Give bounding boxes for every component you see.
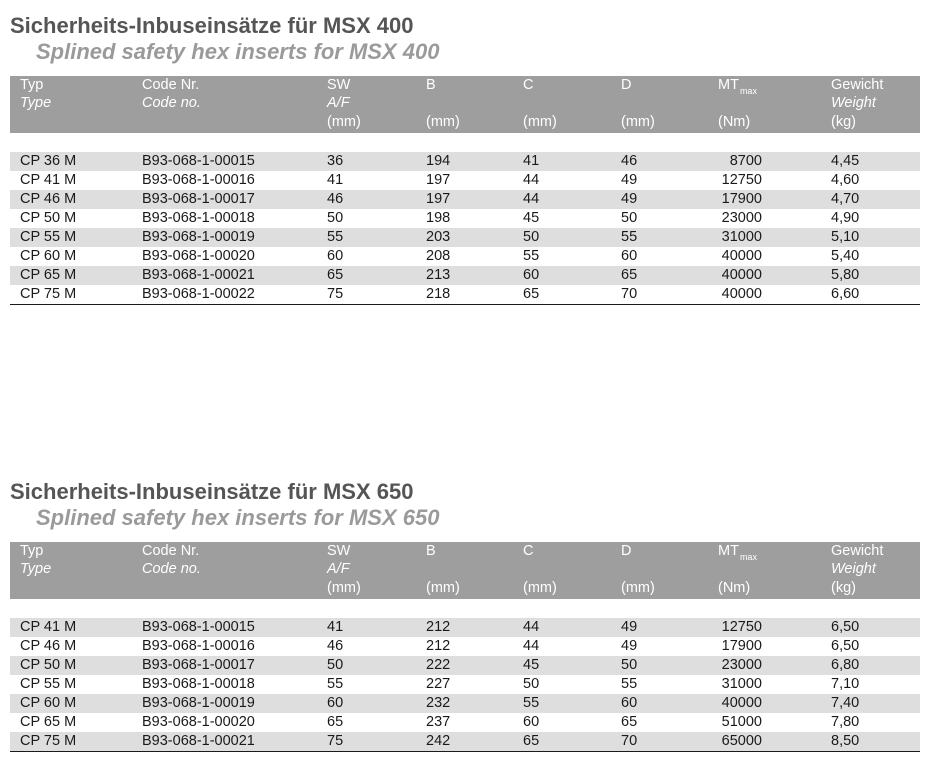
cell-sw: 65 (327, 714, 344, 730)
table-row (10, 732, 920, 751)
cell-sw: 55 (327, 229, 344, 245)
header-type: Type (20, 95, 52, 111)
cell-weight: 6,60 (831, 286, 860, 302)
header-mt-label: MT (718, 77, 739, 93)
cell-typ: CP 65 M (20, 267, 77, 283)
cell-c: 44 (523, 619, 540, 635)
table-row (10, 171, 920, 190)
table-row (10, 618, 920, 637)
cell-mt-max: 23000 (721, 210, 762, 226)
cell-typ: CP 60 M (20, 248, 77, 264)
cell-weight: 6,80 (831, 657, 860, 673)
cell-code-nr: B93-068-1-00022 (142, 286, 255, 302)
header-gewicht: Gewicht (831, 77, 884, 93)
cell-typ: CP 46 M (20, 191, 77, 207)
cell-mt-max: 40000 (721, 248, 762, 264)
cell-weight: 5,10 (831, 229, 860, 245)
table-header (10, 542, 920, 599)
cell-weight: 7,80 (831, 714, 860, 730)
cell-c: 65 (523, 286, 540, 302)
cell-typ: CP 55 M (20, 676, 77, 692)
cell-b: 242 (426, 733, 451, 749)
cell-mt-max: 40000 (721, 267, 762, 283)
unit-mt: (Nm) (718, 580, 751, 596)
cell-d: 70 (621, 733, 638, 749)
msx-400-section (10, 13, 920, 305)
table-row (10, 190, 920, 209)
header-gap (10, 133, 920, 152)
msx-650-section (10, 479, 920, 752)
cell-d: 50 (621, 657, 638, 673)
cell-code-nr: B93-068-1-00021 (142, 267, 255, 283)
cell-b: 203 (426, 229, 451, 245)
cell-code-nr: B93-068-1-00020 (142, 714, 255, 730)
cell-mt-max: 23000 (721, 657, 762, 673)
table-row (10, 209, 920, 228)
cell-typ: CP 41 M (20, 619, 77, 635)
cell-mt-max: 31000 (721, 229, 762, 245)
cell-d: 49 (621, 172, 638, 188)
cell-c: 44 (523, 638, 540, 654)
title-msx-400-de: Sicherheits-Inbuseinsätze für MSX 400 (10, 13, 414, 38)
cell-code-nr: B93-068-1-00021 (142, 733, 255, 749)
cell-typ: CP 50 M (20, 657, 77, 673)
cell-sw: 75 (327, 286, 344, 302)
cell-typ: CP 41 M (20, 172, 77, 188)
cell-weight: 4,60 (831, 172, 860, 188)
cell-d: 60 (621, 248, 638, 264)
header-code-no: Code no. (142, 561, 201, 577)
cell-d: 49 (621, 638, 638, 654)
table-bottom-rule (10, 751, 920, 752)
cell-d: 49 (621, 191, 638, 207)
cell-code-nr: B93-068-1-00018 (142, 210, 255, 226)
header-gap (10, 599, 920, 618)
cell-b: 197 (426, 172, 451, 188)
cell-weight: 4,45 (831, 153, 860, 169)
title-msx-400-en: Splined safety hex inserts for MSX 400 (36, 39, 440, 64)
cell-mt-max: 31000 (721, 676, 762, 692)
unit-c: (mm) (523, 114, 557, 130)
cell-sw: 46 (327, 638, 344, 654)
cell-c: 50 (523, 229, 540, 245)
unit-d: (mm) (621, 580, 655, 596)
cell-c: 55 (523, 695, 540, 711)
cell-sw: 65 (327, 267, 344, 283)
cell-mt-max: 8700 (729, 153, 762, 169)
header-code-nr: Code Nr. (142, 543, 200, 559)
cell-weight: 8,50 (831, 733, 860, 749)
unit-b: (mm) (426, 114, 460, 130)
cell-d: 60 (621, 695, 638, 711)
cell-c: 45 (523, 657, 540, 673)
cell-typ: CP 65 M (20, 714, 77, 730)
cell-b: 218 (426, 286, 451, 302)
unit-sw: (mm) (327, 114, 361, 130)
cell-c: 44 (523, 172, 540, 188)
cell-d: 55 (621, 676, 638, 692)
cell-typ: CP 50 M (20, 210, 77, 226)
cell-typ: CP 60 M (20, 695, 77, 711)
header-d: D (621, 77, 632, 93)
header-mt (718, 76, 757, 96)
cell-b: 197 (426, 191, 451, 207)
cell-b: 222 (426, 657, 451, 673)
cell-typ: CP 36 M (20, 153, 77, 169)
header-c: C (523, 77, 534, 93)
header-c: C (523, 543, 534, 559)
cell-code-nr: B93-068-1-00017 (142, 191, 255, 207)
unit-sw: (mm) (327, 580, 361, 596)
cell-weight: 7,10 (831, 676, 860, 692)
cell-sw: 36 (327, 153, 344, 169)
cell-weight: 6,50 (831, 619, 860, 635)
cell-d: 65 (621, 714, 638, 730)
unit-weight: (kg) (831, 580, 856, 596)
header-mt-subscript: max (739, 86, 757, 96)
header-weight: Weight (831, 561, 876, 577)
header-code-no: Code no. (142, 95, 201, 111)
cell-mt-max: 51000 (721, 714, 762, 730)
table-bottom-rule (10, 304, 920, 305)
cell-c: 41 (523, 153, 540, 169)
header-typ: Typ (20, 77, 44, 93)
cell-b: 227 (426, 676, 451, 692)
cell-sw: 41 (327, 172, 344, 188)
cell-b: 237 (426, 714, 451, 730)
cell-weight: 5,80 (831, 267, 860, 283)
table-row (10, 694, 920, 713)
cell-weight: 4,90 (831, 210, 860, 226)
header-row-units (10, 579, 920, 598)
cell-mt-max: 65000 (721, 733, 762, 749)
cell-weight: 7,40 (831, 695, 860, 711)
cell-code-nr: B93-068-1-00016 (142, 172, 255, 188)
cell-d: 65 (621, 267, 638, 283)
table-row (10, 266, 920, 285)
cell-typ: CP 46 M (20, 638, 77, 654)
table-header (10, 76, 920, 133)
cell-c: 45 (523, 210, 540, 226)
cell-code-nr: B93-068-1-00015 (142, 153, 255, 169)
table-row (10, 637, 920, 656)
cell-sw: 50 (327, 657, 344, 673)
cell-d: 70 (621, 286, 638, 302)
cell-code-nr: B93-068-1-00018 (142, 676, 255, 692)
header-b: B (426, 543, 436, 559)
cell-d: 46 (621, 153, 638, 169)
cell-b: 212 (426, 638, 451, 654)
unit-c: (mm) (523, 580, 557, 596)
cell-sw: 60 (327, 248, 344, 264)
cell-c: 44 (523, 191, 540, 207)
cell-mt-max: 12750 (721, 619, 762, 635)
table-body (10, 618, 920, 751)
cell-c: 55 (523, 248, 540, 264)
cell-sw: 55 (327, 676, 344, 692)
cell-d: 49 (621, 619, 638, 635)
header-sw: SW (327, 77, 351, 93)
cell-mt-max: 40000 (721, 695, 762, 711)
header-weight: Weight (831, 95, 876, 111)
header-row-en (10, 560, 920, 579)
title-msx-650-en: Splined safety hex inserts for MSX 650 (36, 505, 440, 530)
cell-code-nr: B93-068-1-00017 (142, 657, 255, 673)
cell-code-nr: B93-068-1-00015 (142, 619, 255, 635)
cell-typ: CP 75 M (20, 733, 77, 749)
unit-d: (mm) (621, 114, 655, 130)
unit-weight: (kg) (831, 114, 856, 130)
header-af: A/F (327, 95, 350, 111)
header-mt (718, 542, 757, 562)
cell-c: 50 (523, 676, 540, 692)
header-code-nr: Code Nr. (142, 77, 200, 93)
cell-code-nr: B93-068-1-00019 (142, 695, 255, 711)
header-row-de (10, 542, 920, 561)
cell-b: 208 (426, 248, 451, 264)
cell-mt-max: 17900 (721, 638, 762, 654)
table-row (10, 713, 920, 732)
cell-code-nr: B93-068-1-00019 (142, 229, 255, 245)
header-sw: SW (327, 543, 351, 559)
cell-sw: 41 (327, 619, 344, 635)
header-gewicht: Gewicht (831, 543, 884, 559)
cell-weight: 6,50 (831, 638, 860, 654)
header-row-de (10, 76, 920, 95)
unit-mt: (Nm) (718, 114, 751, 130)
unit-b: (mm) (426, 580, 460, 596)
cell-d: 55 (621, 229, 638, 245)
cell-code-nr: B93-068-1-00016 (142, 638, 255, 654)
header-type: Type (20, 561, 52, 577)
cell-weight: 5,40 (831, 248, 860, 264)
header-row-units (10, 113, 920, 132)
table-row (10, 152, 920, 171)
cell-b: 198 (426, 210, 451, 226)
cell-b: 194 (426, 153, 451, 169)
header-b: B (426, 77, 436, 93)
header-row-en (10, 94, 920, 113)
cell-typ: CP 75 M (20, 286, 77, 302)
cell-d: 50 (621, 210, 638, 226)
cell-code-nr: B93-068-1-00020 (142, 248, 255, 264)
cell-mt-max: 12750 (721, 172, 762, 188)
cell-c: 60 (523, 714, 540, 730)
header-d: D (621, 543, 632, 559)
cell-b: 212 (426, 619, 451, 635)
title-msx-650-de: Sicherheits-Inbuseinsätze für MSX 650 (10, 479, 414, 504)
table-row (10, 656, 920, 675)
table-row (10, 247, 920, 266)
cell-sw: 50 (327, 210, 344, 226)
cell-b: 213 (426, 267, 451, 283)
table-row (10, 228, 920, 247)
header-typ: Typ (20, 543, 44, 559)
table-row (10, 285, 920, 304)
header-mt-subscript: max (739, 552, 757, 562)
header-af: A/F (327, 561, 350, 577)
table-row (10, 675, 920, 694)
header-mt-label: MT (718, 543, 739, 559)
cell-sw: 46 (327, 191, 344, 207)
cell-c: 60 (523, 267, 540, 283)
cell-weight: 4,70 (831, 191, 860, 207)
cell-sw: 60 (327, 695, 344, 711)
cell-typ: CP 55 M (20, 229, 77, 245)
cell-c: 65 (523, 733, 540, 749)
cell-b: 232 (426, 695, 451, 711)
cell-sw: 75 (327, 733, 344, 749)
cell-mt-max: 17900 (721, 191, 762, 207)
table-body (10, 152, 920, 304)
cell-mt-max: 40000 (721, 286, 762, 302)
